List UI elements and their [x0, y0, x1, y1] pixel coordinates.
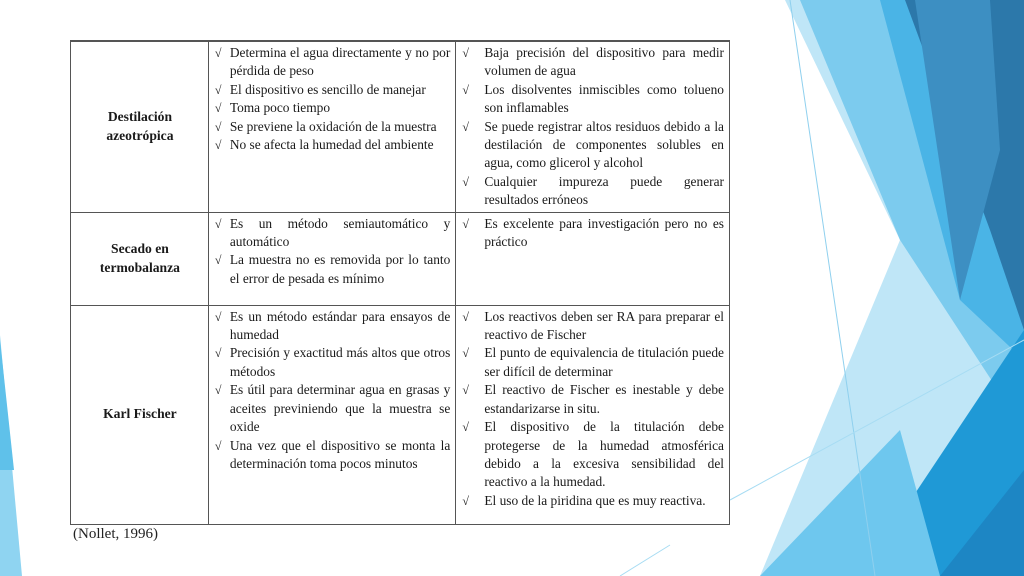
check-icon: √ [214, 438, 222, 453]
list-item: √ Los disolventes inmiscibles como tolueno son inflamables [462, 81, 724, 116]
advantages-list [215, 308, 451, 474]
list-item: √ Determina el agua directamente y no por pérdida de peso [214, 45, 451, 79]
check-icon: √ [214, 346, 222, 361]
list-item: √ La muestra no es removida por lo tanto el error de pesada es mínimo [214, 252, 451, 286]
disadvantages-cell [456, 212, 730, 305]
check-icon: √ [214, 216, 222, 231]
check-icon: √ [214, 253, 222, 268]
table-row [71, 212, 730, 305]
list-item: √ El dispositivo de la titulación debe protegerse de la humedad atmosférica debido a la excesiva sensibilidad del reactivo a la humedad. [462, 419, 724, 490]
method-name-cell [71, 305, 209, 524]
disadvantages-list [462, 215, 724, 252]
advantages-list [215, 215, 451, 289]
document-table-container [70, 40, 730, 525]
table-row [71, 41, 730, 212]
list-item: √ Toma poco tiempo [215, 99, 451, 117]
advantages-cell [208, 212, 456, 305]
list-item: √ Los reactivos deben ser RA para preparar el reactivo de Fischer [462, 308, 724, 343]
check-icon: √ [462, 46, 469, 60]
advantages-cell [208, 41, 456, 212]
list-item: √ Baja precisión del dispositivo para medir volumen de agua [462, 45, 724, 79]
disadvantages-cell [456, 305, 730, 524]
check-icon: √ [462, 493, 469, 508]
list-item: √ Precisión y exactitud más altos que otros métodos [214, 345, 451, 379]
check-icon: √ [462, 420, 469, 435]
list-item: √ El punto de equivalencia de titulación puede ser difícil de determinar [462, 345, 724, 379]
check-icon: √ [214, 46, 222, 60]
check-icon: √ [462, 309, 469, 324]
check-icon: √ [462, 216, 469, 231]
methods-table [70, 40, 730, 525]
list-item: √ El reactivo de Fischer es inestable y debe estandarizarse in situ. [462, 382, 724, 416]
method-name: Secado en termobalanza [99, 241, 180, 275]
check-icon: √ [462, 346, 469, 361]
check-icon: √ [214, 309, 222, 324]
disadvantages-list [462, 44, 724, 210]
list-item: √ Es excelente para investigación pero no es práctico [462, 215, 724, 250]
list-item: √ El uso de la piridina que es muy reactiva. [462, 492, 724, 510]
check-icon: √ [462, 174, 469, 189]
list-item: √ Es un método semiautomático y automático [214, 215, 451, 250]
list-item: √ No se afecta la humedad del ambiente [215, 136, 451, 154]
list-item: √ Una vez que el dispositivo se monta la determinación toma pocos minutos [214, 437, 451, 471]
advantages-cell [208, 305, 456, 524]
citation: (Nollet, 1996) [73, 526, 158, 542]
method-name: Destilación azeotrópica [106, 109, 174, 143]
method-name: Karl Fischer [103, 406, 177, 422]
list-item: √ Se puede registrar altos residuos debido a la destilación de componentes solubles en agua, como glicerol y alcohol [462, 118, 724, 171]
check-icon: √ [214, 383, 222, 398]
method-name-cell [71, 212, 209, 305]
thin-line-3 [620, 545, 670, 576]
disadvantages-list [462, 308, 724, 510]
check-icon: √ [214, 138, 222, 153]
list-item: √ Se previene la oxidación de la muestra [215, 118, 451, 136]
list-item: √ Es un método estándar para ensayos de humedad [214, 308, 451, 343]
check-icon: √ [214, 82, 222, 97]
check-icon: √ [462, 82, 469, 97]
advantages-list [215, 44, 451, 154]
check-icon: √ [462, 383, 469, 398]
disadvantages-cell [456, 41, 730, 212]
list-item: √ El dispositivo es sencillo de manejar [215, 81, 451, 99]
check-icon: √ [462, 119, 469, 134]
check-icon: √ [214, 119, 222, 134]
check-icon: √ [214, 101, 222, 116]
list-item: √ Cualquier impureza puede generar resultados erróneos [462, 173, 724, 208]
list-item: √ Es útil para determinar agua en grasas y aceites previniendo que la muestra se oxide [214, 382, 451, 435]
method-name-cell [71, 41, 209, 212]
table-row [71, 305, 730, 524]
left-accent-shape-2 [0, 340, 14, 470]
